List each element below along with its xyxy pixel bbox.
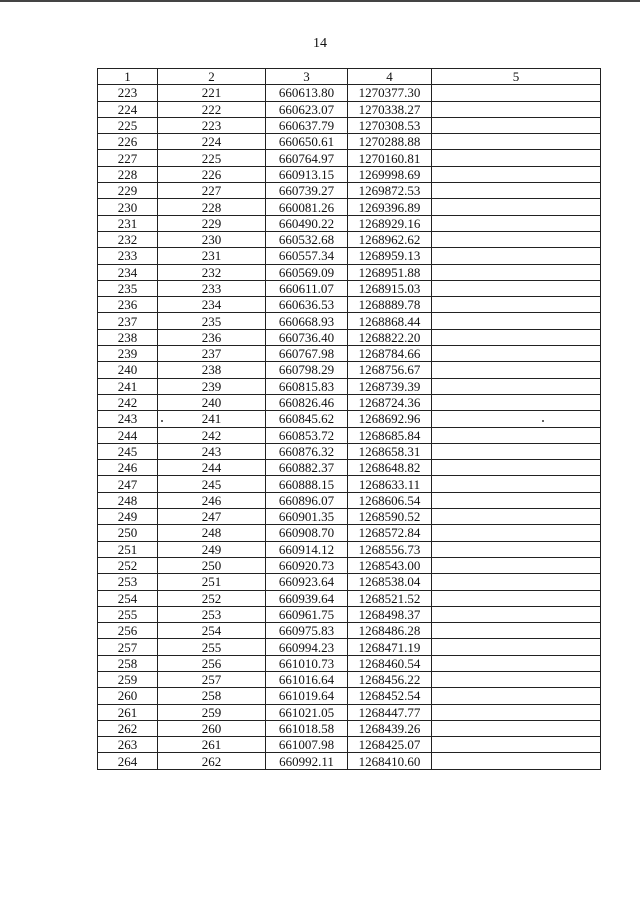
table-row <box>98 525 601 541</box>
table-cell-col-1: 252 <box>98 557 158 573</box>
table-cell-col-5 <box>432 394 601 410</box>
table-row <box>98 264 601 280</box>
table-cell-col-5 <box>432 704 601 720</box>
table-cell-col-1: 258 <box>98 655 158 671</box>
table-cell-col-1: 225 <box>98 117 158 133</box>
table-cell-col-2: 237 <box>158 346 266 362</box>
table-cell-col-2: 238 <box>158 362 266 378</box>
table-cell-col-3: 660490.22 <box>266 215 348 231</box>
table-cell-col-5 <box>432 427 601 443</box>
table-cell-col-5 <box>432 720 601 736</box>
table-cell-col-4: 1270160.81 <box>348 150 432 166</box>
table-cell-col-3: 660736.40 <box>266 329 348 345</box>
table-cell-col-1: 239 <box>98 346 158 362</box>
table-cell-col-5 <box>432 346 601 362</box>
table-row <box>98 688 601 704</box>
table-cell-col-5 <box>432 150 601 166</box>
table-cell-col-3: 660767.98 <box>266 346 348 362</box>
table-cell-col-1: 264 <box>98 753 158 769</box>
table-cell-col-4: 1268543.00 <box>348 557 432 573</box>
table-row <box>98 215 601 231</box>
table-row <box>98 557 601 573</box>
table-cell-col-3: 660739.27 <box>266 183 348 199</box>
table-row <box>98 378 601 394</box>
table-cell-col-3: 660923.64 <box>266 574 348 590</box>
table-cell-col-3: 660939.64 <box>266 590 348 606</box>
table-cell-col-4: 1268425.07 <box>348 737 432 753</box>
table-cell-col-1: 244 <box>98 427 158 443</box>
table-cell-col-3: 660876.32 <box>266 443 348 459</box>
table-cell-col-1: 254 <box>98 590 158 606</box>
table-cell-col-4: 1268452.54 <box>348 688 432 704</box>
table-cell-col-4: 1268692.96 <box>348 411 432 427</box>
table-row <box>98 476 601 492</box>
table-cell-col-2: 258 <box>158 688 266 704</box>
table-cell-col-1: 230 <box>98 199 158 215</box>
table-row <box>98 606 601 622</box>
table-cell-col-4: 1268606.54 <box>348 492 432 508</box>
table-row <box>98 231 601 247</box>
table-cell-col-4: 1268915.03 <box>348 280 432 296</box>
table-cell-col-1: 263 <box>98 737 158 753</box>
table-cell-col-5 <box>432 134 601 150</box>
table-row <box>98 443 601 459</box>
table-cell-col-5 <box>432 753 601 769</box>
table-cell-col-4: 1268951.88 <box>348 264 432 280</box>
table-cell-col-4: 1268648.82 <box>348 460 432 476</box>
table-row <box>98 313 601 329</box>
table-cell-col-5 <box>432 264 601 280</box>
table-cell-col-5 <box>432 509 601 525</box>
table-cell-col-2: 236 <box>158 329 266 345</box>
table-cell-col-1: 255 <box>98 606 158 622</box>
table-cell-col-4: 1268521.52 <box>348 590 432 606</box>
table-cell-col-4: 1268456.22 <box>348 671 432 687</box>
table-cell-col-5 <box>432 411 601 427</box>
column-header-3: 3 <box>266 69 348 85</box>
table-cell-col-2: 250 <box>158 557 266 573</box>
top-border-line <box>0 0 640 2</box>
table-row <box>98 297 601 313</box>
table-row <box>98 346 601 362</box>
table-cell-col-3: 660992.11 <box>266 753 348 769</box>
table-cell-col-3: 660798.29 <box>266 362 348 378</box>
table-cell-col-4: 1268724.36 <box>348 394 432 410</box>
table-cell-col-1: 245 <box>98 443 158 459</box>
table-cell-col-2: 232 <box>158 264 266 280</box>
table-cell-col-4: 1268498.37 <box>348 606 432 622</box>
table-row <box>98 639 601 655</box>
table-cell-col-2: 246 <box>158 492 266 508</box>
table-row <box>98 737 601 753</box>
table-cell-col-3: 660826.46 <box>266 394 348 410</box>
table-cell-col-5 <box>432 492 601 508</box>
table-cell-col-1: 262 <box>98 720 158 736</box>
table-row <box>98 134 601 150</box>
table-cell-col-2: 242 <box>158 427 266 443</box>
table-cell-col-4: 1268685.84 <box>348 427 432 443</box>
table-row <box>98 704 601 720</box>
table-cell-col-5 <box>432 688 601 704</box>
table-cell-col-1: 259 <box>98 671 158 687</box>
table-cell-col-1: 235 <box>98 280 158 296</box>
table-row <box>98 753 601 769</box>
table-row <box>98 117 601 133</box>
table-cell-col-4: 1268929.16 <box>348 215 432 231</box>
scan-speck <box>161 420 163 422</box>
table-cell-col-5 <box>432 574 601 590</box>
table-cell-col-2: 255 <box>158 639 266 655</box>
table-cell-col-3: 660611.07 <box>266 280 348 296</box>
table-cell-col-2: 225 <box>158 150 266 166</box>
table-cell-col-2: 239 <box>158 378 266 394</box>
table-cell-col-5 <box>432 606 601 622</box>
table-cell-col-3: 661018.58 <box>266 720 348 736</box>
table-cell-col-1: 232 <box>98 231 158 247</box>
table-cell-col-5 <box>432 329 601 345</box>
table-cell-col-2: 235 <box>158 313 266 329</box>
table-cell-col-3: 660569.09 <box>266 264 348 280</box>
table-header-row <box>98 69 601 85</box>
table-cell-col-4: 1268784.66 <box>348 346 432 362</box>
table-cell-col-1: 246 <box>98 460 158 476</box>
table-cell-col-5 <box>432 248 601 264</box>
table-row <box>98 541 601 557</box>
table-cell-col-5 <box>432 443 601 459</box>
table-cell-col-1: 229 <box>98 183 158 199</box>
table-row <box>98 394 601 410</box>
table-cell-col-4: 1270377.30 <box>348 85 432 101</box>
table-cell-col-3: 660994.23 <box>266 639 348 655</box>
table-row <box>98 362 601 378</box>
table-cell-col-1: 257 <box>98 639 158 655</box>
table-row <box>98 280 601 296</box>
table-cell-col-1: 248 <box>98 492 158 508</box>
table-cell-col-2: 222 <box>158 101 266 117</box>
table-cell-col-5 <box>432 460 601 476</box>
table-row <box>98 248 601 264</box>
table-row <box>98 427 601 443</box>
table-cell-col-1: 247 <box>98 476 158 492</box>
table-cell-col-5 <box>432 541 601 557</box>
table-cell-col-2: 243 <box>158 443 266 459</box>
table-cell-col-5 <box>432 85 601 101</box>
table-cell-col-3: 661016.64 <box>266 671 348 687</box>
table-cell-col-5 <box>432 362 601 378</box>
table-cell-col-3: 660853.72 <box>266 427 348 443</box>
table-cell-col-4: 1268868.44 <box>348 313 432 329</box>
table-cell-col-4: 1268889.78 <box>348 297 432 313</box>
table-cell-col-4: 1269396.89 <box>348 199 432 215</box>
table-cell-col-3: 660636.53 <box>266 297 348 313</box>
table-cell-col-4: 1268447.77 <box>348 704 432 720</box>
table-row <box>98 150 601 166</box>
table-cell-col-1: 242 <box>98 394 158 410</box>
table-cell-col-2: 248 <box>158 525 266 541</box>
table-cell-col-5 <box>432 215 601 231</box>
table-cell-col-4: 1268572.84 <box>348 525 432 541</box>
table-cell-col-1: 256 <box>98 623 158 639</box>
table-cell-col-2: 231 <box>158 248 266 264</box>
table-cell-col-4: 1268756.67 <box>348 362 432 378</box>
table-cell-col-2: 257 <box>158 671 266 687</box>
table-cell-col-2: 251 <box>158 574 266 590</box>
table-cell-col-2: 224 <box>158 134 266 150</box>
table-cell-col-2: 228 <box>158 199 266 215</box>
table-cell-col-4: 1268959.13 <box>348 248 432 264</box>
table-cell-col-2: 252 <box>158 590 266 606</box>
column-header-5: 5 <box>432 69 601 85</box>
table-cell-col-4: 1268460.54 <box>348 655 432 671</box>
table-cell-col-1: 251 <box>98 541 158 557</box>
table-cell-col-3: 661010.73 <box>266 655 348 671</box>
table-cell-col-2: 254 <box>158 623 266 639</box>
table-cell-col-4: 1268538.04 <box>348 574 432 590</box>
table-cell-col-3: 661019.64 <box>266 688 348 704</box>
table-cell-col-4: 1268739.39 <box>348 378 432 394</box>
table-cell-col-4: 1268556.73 <box>348 541 432 557</box>
table-cell-col-1: 237 <box>98 313 158 329</box>
table-cell-col-2: 229 <box>158 215 266 231</box>
table-row <box>98 655 601 671</box>
table-cell-col-3: 660845.62 <box>266 411 348 427</box>
page-number: 14 <box>313 36 327 51</box>
table-row <box>98 460 601 476</box>
table-cell-col-1: 261 <box>98 704 158 720</box>
table-cell-col-5 <box>432 525 601 541</box>
table-cell-col-4: 1269872.53 <box>348 183 432 199</box>
table-row <box>98 329 601 345</box>
table-cell-col-4: 1270338.27 <box>348 101 432 117</box>
table-cell-col-3: 660901.35 <box>266 509 348 525</box>
table-cell-col-5 <box>432 623 601 639</box>
table-cell-col-5 <box>432 671 601 687</box>
table-cell-col-2: 261 <box>158 737 266 753</box>
table-cell-col-5 <box>432 590 601 606</box>
table-cell-col-3: 660613.80 <box>266 85 348 101</box>
table-row <box>98 671 601 687</box>
table-cell-col-2: 249 <box>158 541 266 557</box>
table-cell-col-5 <box>432 166 601 182</box>
table-cell-col-2: 245 <box>158 476 266 492</box>
table-cell-col-4: 1268410.60 <box>348 753 432 769</box>
table-cell-col-4: 1268486.28 <box>348 623 432 639</box>
table-cell-col-1: 227 <box>98 150 158 166</box>
table-cell-col-1: 236 <box>98 297 158 313</box>
coordinates-table <box>97 68 601 770</box>
table-cell-col-3: 660623.07 <box>266 101 348 117</box>
table-cell-col-1: 223 <box>98 85 158 101</box>
table-cell-col-2: 240 <box>158 394 266 410</box>
table-cell-col-2: 247 <box>158 509 266 525</box>
table-cell-col-3: 660764.97 <box>266 150 348 166</box>
table-row <box>98 590 601 606</box>
table-cell-col-2: 233 <box>158 280 266 296</box>
table-cell-col-2: 227 <box>158 183 266 199</box>
table-cell-col-1: 228 <box>98 166 158 182</box>
table-cell-col-5 <box>432 313 601 329</box>
table-cell-col-3: 660882.37 <box>266 460 348 476</box>
column-header-4: 4 <box>348 69 432 85</box>
table-cell-col-5 <box>432 557 601 573</box>
table-cell-col-2: 262 <box>158 753 266 769</box>
table-cell-col-2: 260 <box>158 720 266 736</box>
table-cell-col-5 <box>432 280 601 296</box>
table-cell-col-3: 660888.15 <box>266 476 348 492</box>
table-cell-col-2: 221 <box>158 85 266 101</box>
table-cell-col-3: 660081.26 <box>266 199 348 215</box>
column-header-1: 1 <box>98 69 158 85</box>
table-cell-col-1: 260 <box>98 688 158 704</box>
table-cell-col-4: 1270288.88 <box>348 134 432 150</box>
table-row <box>98 509 601 525</box>
table-cell-col-5 <box>432 297 601 313</box>
table-cell-col-1: 238 <box>98 329 158 345</box>
table-cell-col-1: 226 <box>98 134 158 150</box>
table-cell-col-5 <box>432 639 601 655</box>
table-cell-col-3: 660914.12 <box>266 541 348 557</box>
table-cell-col-2: 241 <box>158 411 266 427</box>
table-cell-col-4: 1268590.52 <box>348 509 432 525</box>
table-cell-col-4: 1268822.20 <box>348 329 432 345</box>
table-cell-col-3: 660532.68 <box>266 231 348 247</box>
table-cell-col-1: 231 <box>98 215 158 231</box>
table-body <box>98 85 601 769</box>
table-row <box>98 720 601 736</box>
table-cell-col-2: 244 <box>158 460 266 476</box>
table-cell-col-3: 660975.83 <box>266 623 348 639</box>
table-cell-col-5 <box>432 183 601 199</box>
table-cell-col-5 <box>432 117 601 133</box>
table-row <box>98 166 601 182</box>
table-cell-col-2: 226 <box>158 166 266 182</box>
table-cell-col-3: 660815.83 <box>266 378 348 394</box>
table-cell-col-4: 1268439.26 <box>348 720 432 736</box>
table-cell-col-3: 660920.73 <box>266 557 348 573</box>
table-cell-col-2: 256 <box>158 655 266 671</box>
table-cell-col-3: 660896.07 <box>266 492 348 508</box>
table-cell-col-5 <box>432 737 601 753</box>
table-row <box>98 492 601 508</box>
table-cell-col-2: 223 <box>158 117 266 133</box>
table-cell-col-5 <box>432 476 601 492</box>
table-cell-col-4: 1270308.53 <box>348 117 432 133</box>
table-row <box>98 183 601 199</box>
table-cell-col-3: 660961.75 <box>266 606 348 622</box>
scan-speck <box>542 420 544 422</box>
table-cell-col-5 <box>432 199 601 215</box>
table-row <box>98 574 601 590</box>
column-header-2: 2 <box>158 69 266 85</box>
table-cell-col-4: 1268658.31 <box>348 443 432 459</box>
table-cell-col-3: 661007.98 <box>266 737 348 753</box>
table-cell-col-1: 240 <box>98 362 158 378</box>
table-cell-col-2: 234 <box>158 297 266 313</box>
table-cell-col-3: 660637.79 <box>266 117 348 133</box>
table-row <box>98 101 601 117</box>
table-cell-col-1: 253 <box>98 574 158 590</box>
table-cell-col-4: 1268471.19 <box>348 639 432 655</box>
table-cell-col-5 <box>432 231 601 247</box>
table-cell-col-3: 660913.15 <box>266 166 348 182</box>
table-cell-col-5 <box>432 101 601 117</box>
table-cell-col-1: 233 <box>98 248 158 264</box>
table-cell-col-4: 1268962.62 <box>348 231 432 247</box>
table-row <box>98 199 601 215</box>
table-cell-col-3: 660668.93 <box>266 313 348 329</box>
table-cell-col-2: 259 <box>158 704 266 720</box>
table-cell-col-1: 243 <box>98 411 158 427</box>
table-cell-col-3: 661021.05 <box>266 704 348 720</box>
table-cell-col-3: 660650.61 <box>266 134 348 150</box>
table-cell-col-3: 660908.70 <box>266 525 348 541</box>
table-cell-col-1: 249 <box>98 509 158 525</box>
table-row <box>98 623 601 639</box>
table-row <box>98 411 601 427</box>
table-row <box>98 85 601 101</box>
table-cell-col-1: 250 <box>98 525 158 541</box>
table-cell-col-4: 1268633.11 <box>348 476 432 492</box>
table-cell-col-2: 230 <box>158 231 266 247</box>
table-cell-col-2: 253 <box>158 606 266 622</box>
table-cell-col-4: 1269998.69 <box>348 166 432 182</box>
table-cell-col-1: 224 <box>98 101 158 117</box>
table-cell-col-5 <box>432 655 601 671</box>
table-cell-col-1: 234 <box>98 264 158 280</box>
table-cell-col-3: 660557.34 <box>266 248 348 264</box>
table-cell-col-5 <box>432 378 601 394</box>
table-cell-col-1: 241 <box>98 378 158 394</box>
